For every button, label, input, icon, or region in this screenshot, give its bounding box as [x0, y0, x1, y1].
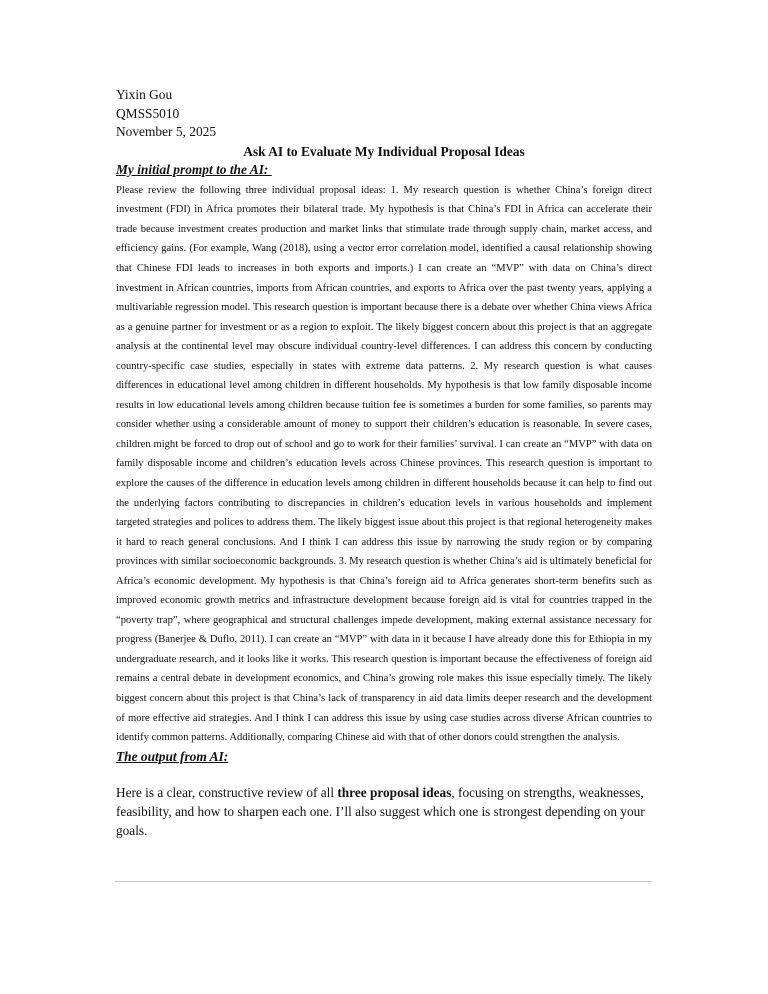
prompt-section: [116, 161, 652, 748]
ai-intro-text-before: Here is a clear, constructive review of all: [116, 784, 338, 800]
ai-intro-text-after: , focusing on strengths, weaknesses, feasibility, and how to sharpen each one. I’ll also suggest which one is strongest depending on your goals.: [116, 784, 645, 839]
ai-intro-bold: three proposal ideas: [337, 784, 452, 800]
ai-intro-paragraph: [116, 783, 652, 841]
horizontal-divider: [115, 881, 652, 882]
prompt-heading: My initial prompt to the AI:: [116, 161, 272, 177]
document-date: November 5, 2025: [116, 124, 217, 140]
output-section: [116, 748, 652, 841]
prompt-paragraph: Please review the following three individual proposal ideas: 1. My research question is whether China’s foreign direct investment (FDI) in Africa promotes their bilateral trade. My hypothesis is that China’s FDI in Africa can accelerate their trade because investment creates production and market links that stimulate trade through supply chain, market access, and efficiency gains. (For example, Wang (2018), using a vector error correlation model, identified a causal relationship showing that Chinese FDI leads to increases in both exports and imports.) I can create an “MVP” with data on China’s direct investment in African countries, imports from African countries, and exports to Africa over the past twenty years, applying a multivariable regression model. This research question is important because there is a debate over whether China views Africa as a genuine partner for investment or as a region to exploit. The likely biggest concern about this project is that an aggregate analysis at the continental level may obscure individual country-level differences. I can address this concern by conducting country-specific case studies, especially in states with extreme data patterns. 2. My research question is what causes differences in educational level among children in different households. My hypothesis is that low family disposable income results in low educational levels among children because tuition fee is sometimes a burden for some families, so parents may consider whether using a considerable amount of money to support their children’s education is reasonable. In severe cases, children might be forced to drop out of school and go to work for their families’ survival. I can create an “MVP” with data on family disposable income and children’s education levels across Chinese provinces. This research question is important to explore the causes of the difference in education levels among children in different households because it can help to find out the underlying factors contributing to discrepancies in children’s education levels in various households and implement targeted strategies and polices to address them. The likely biggest issue about this project is that regional heterogeneity makes it hard to reach general conclusions. And I think I can address this issue by narrowing the study region or by comparing provinces with similar socioeconomic backgrounds. 3. My research question is whether China’s aid is ultimately beneficial for Africa’s economic development. My hypothesis is that China’s foreign aid to Africa generates short-term benefits such as improved economic growth metrics and infrastructure development because foreign aid is vital for countries trapped in the “poverty trap”, where geographical and structural challenges impede development, making external assistance necessary for progress (Banerjee & Duflo, 2011). I can create an “MVP” with data in it because I have already done this for Ethiopia in my undergraduate research, and it looks like it works. This research question is important because the effectiveness of foreign aid remains a central debate in development economics, and China’s growing role makes this issue especially timely. The likely biggest concern about this project is that China’s lack of transparency in aid data limits deeper research and the development of more effective aid strategies. And I think I can address this issue by using case studies across diverse African countries to identify common patterns. Additionally, comparing Chinese aid with that of other donors could strengthen the analysis.: [116, 184, 652, 744]
author-name: Yixin Gou: [116, 87, 173, 102]
document-title: Ask AI to Evaluate My Individual Proposal Ideas: [243, 143, 525, 159]
course-code: QMSS5010: [116, 105, 180, 121]
output-heading: The output from AI:: [116, 748, 229, 764]
document-page: [116, 86, 652, 840]
